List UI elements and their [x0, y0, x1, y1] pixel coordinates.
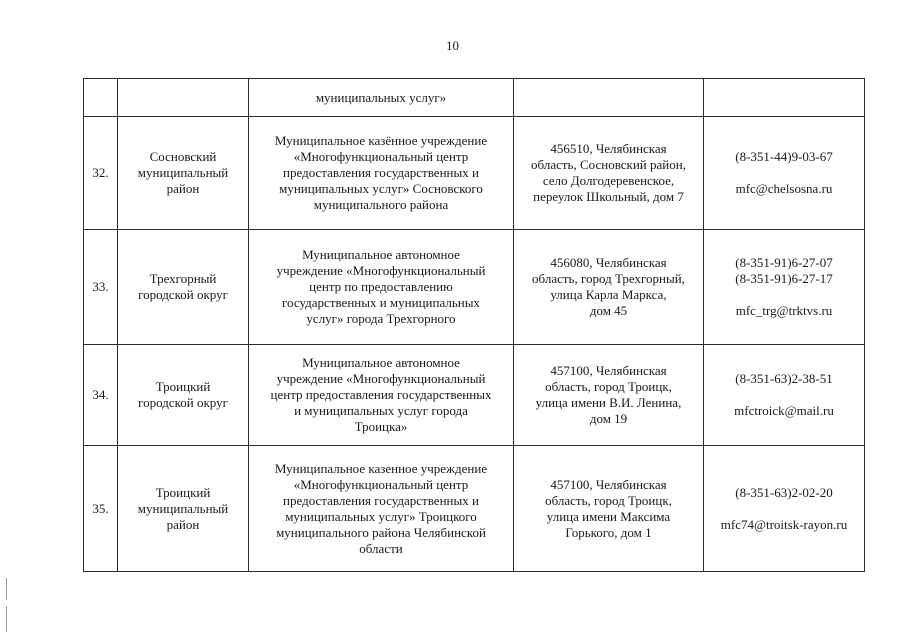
email: mfctroick@mail.ru [734, 403, 834, 418]
mfc-directory-table [83, 78, 865, 572]
email: mfc@chelsosna.ru [735, 181, 833, 196]
organization-cell [249, 230, 514, 345]
area-cell [118, 79, 249, 117]
organization-line: муниципальных услуг» Сосновского [279, 181, 483, 196]
address-line: улица имени В.И. Ленина, [535, 395, 682, 410]
margin-mark [6, 578, 7, 600]
phone: (8-351-91)6-27-17 [735, 271, 833, 286]
organization-line: Муниципальное автономное [302, 247, 460, 262]
organization-line: муниципальных услуг» [315, 89, 447, 105]
contact-spacer [707, 387, 861, 403]
organization-line: «Многофункциональный центр [293, 476, 469, 492]
address-line: улица Карла Маркса, [550, 287, 667, 302]
address-line: дом 19 [589, 411, 628, 426]
area-line: муниципальный [137, 165, 229, 180]
address-line: область, город Троицк, [545, 492, 672, 508]
phone: (8-351-91)6-27-07 [735, 255, 833, 270]
area-cell [118, 230, 249, 345]
organization-line: муниципальных услуг» Троицкого [285, 508, 477, 524]
address-line: улица имени Максима [546, 508, 671, 524]
organization-line: услуг» города Трехгорного [306, 311, 456, 326]
row-number: 35. [84, 446, 118, 572]
area-line: городской округ [138, 287, 228, 302]
address-line: 456080, Челябинская [550, 255, 667, 270]
page-number: 10 [446, 38, 459, 53]
organization-line: предоставления государственных и [283, 492, 479, 508]
area-cell [118, 345, 249, 446]
area-cell [118, 117, 249, 230]
contact-spacer [707, 165, 861, 181]
organization-line: Муниципальное казенное учреждение [274, 460, 488, 476]
address-cell [514, 345, 704, 446]
phone: (8-351-63)2-38-51 [735, 371, 833, 386]
address-line: дом 45 [589, 303, 628, 318]
address-line: 457100, Челябинская [550, 363, 667, 378]
organization-cell [249, 79, 514, 117]
contact-spacer [707, 287, 861, 303]
table-row-continuation [84, 79, 865, 117]
row-number: 33. [84, 230, 118, 345]
area-line: Троицкий [155, 484, 211, 500]
margin-mark [6, 606, 7, 632]
organization-line: центр предоставления государственных [270, 387, 492, 402]
area-line: Трехгорный [149, 271, 217, 286]
organization-line: области [359, 540, 403, 556]
area-line: Сосновский [149, 149, 217, 164]
organization-line: предоставления государственных и [283, 165, 479, 180]
address-line: переулок Школьный, дом 7 [533, 189, 684, 204]
area-line: район [166, 181, 200, 196]
address-line: область, город Троицк, [545, 379, 672, 394]
phone: (8-351-63)2-02-20 [735, 484, 833, 500]
area-cell [118, 446, 249, 572]
row-number: 32. [84, 117, 118, 230]
contact-spacer [707, 501, 861, 517]
address-line: 457100, Челябинская [550, 476, 667, 492]
phone: (8-351-44)9-03-67 [735, 149, 833, 164]
organization-line: учреждение «Многофункциональный [276, 371, 486, 386]
area-line: муниципальный [137, 500, 229, 516]
contacts-cell [704, 230, 865, 345]
address-line: Горького, дом 1 [565, 524, 652, 540]
contacts-cell [704, 446, 865, 572]
table-row [84, 446, 865, 572]
email: mfc_trg@trktvs.ru [735, 303, 833, 318]
organization-cell [249, 117, 514, 230]
address-cell [514, 230, 704, 345]
organization-line: Троицка» [354, 419, 408, 434]
organization-line: и муниципальных услуг города [294, 403, 468, 418]
num-cell [84, 79, 118, 117]
organization-line: Муниципальное казённое учреждение [274, 133, 488, 148]
table-row [84, 117, 865, 230]
row-number: 34. [84, 345, 118, 446]
address-line: 456510, Челябинская [550, 141, 667, 156]
address-cell [514, 79, 704, 117]
contacts-cell [704, 79, 865, 117]
table-row [84, 230, 865, 345]
contacts-cell [704, 345, 865, 446]
table-row [84, 345, 865, 446]
organization-line: учреждение «Многофункциональный [276, 263, 486, 278]
area-line: район [166, 516, 200, 532]
address-cell [514, 446, 704, 572]
area-line: городской округ [138, 395, 228, 410]
organization-line: государственных и муниципальных [282, 295, 480, 310]
address-line: село Долгодеревенское, [542, 173, 675, 188]
organization-cell [249, 446, 514, 572]
organization-cell [249, 345, 514, 446]
address-cell [514, 117, 704, 230]
email: mfc74@troitsk-rayon.ru [720, 516, 848, 532]
contacts-cell [704, 117, 865, 230]
organization-line: муниципального района [313, 197, 449, 212]
address-line: область, Сосновский район, [531, 157, 686, 172]
organization-line: центр по предоставлению [309, 279, 453, 294]
organization-line: муниципального района Челябинской [276, 524, 486, 540]
organization-line: «Многофункциональный центр [293, 149, 469, 164]
organization-line: Муниципальное автономное [302, 355, 460, 370]
address-line: область, город Трехгорный, [532, 271, 685, 286]
area-line: Троицкий [155, 379, 211, 394]
